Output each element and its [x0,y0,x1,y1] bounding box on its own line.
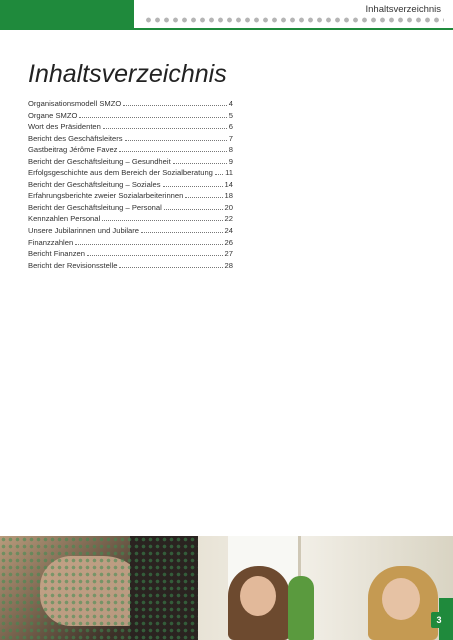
table-of-contents [28,98,233,271]
page-number-badge: 3 [431,612,447,628]
toc-entry-page: 27 [224,249,233,259]
photo-consultation [198,536,453,640]
toc-entry[interactable] [28,225,233,237]
toc-entry[interactable] [28,121,233,133]
toc-entry[interactable] [28,110,233,122]
toc-dot-leader [103,128,227,129]
toc-dot-leader [79,117,226,118]
header-dot-pattern [144,16,444,24]
toc-entry-page: 20 [224,202,233,212]
header-green-tab [0,0,134,30]
toc-entry[interactable] [28,202,233,214]
toc-entry-page: 22 [224,214,233,224]
toc-dot-leader [75,244,222,245]
toc-dot-leader [123,105,226,106]
toc-dot-leader [125,140,227,141]
toc-entry-title: Finanzzahlen [28,237,74,247]
toc-dot-leader [141,232,223,233]
photo-face-right [382,578,420,620]
toc-entry[interactable] [28,167,233,179]
pixel-dot-overlay [0,536,198,640]
toc-entry-page: 6 [228,122,233,132]
toc-entry-page: 14 [224,179,233,189]
toc-entry-title: Bericht des Geschäftsleiters [28,133,123,143]
toc-entry-title: Kennzahlen Personal [28,214,101,224]
photo-plant-shape [288,576,314,640]
toc-entry-page: 7 [228,133,233,143]
toc-dot-leader [119,267,222,268]
toc-entry-page: 11 [225,168,233,178]
header-section-label: Inhaltsverzeichnis [365,4,441,15]
toc-entry-title: Bericht der Revisionsstelle [28,260,118,270]
toc-entry[interactable] [28,144,233,156]
page-title: Inhaltsverzeichnis [28,60,227,88]
toc-entry-page: 26 [224,237,233,247]
photo-face-left [240,576,276,616]
toc-entry[interactable] [28,98,233,110]
toc-entry-title: Bericht Finanzen [28,249,85,259]
toc-entry-page: 9 [228,156,233,166]
toc-entry-title: Unsere Jubilarinnen und Jubilare [28,226,140,236]
toc-entry-page: 18 [224,191,233,201]
toc-entry[interactable] [28,248,233,260]
toc-entry-title: Organisationsmodell SMZO [28,99,122,108]
toc-entry-page: 4 [228,99,233,108]
toc-entry-title: Gastbeitrag Jérôme Favez [28,145,118,155]
toc-entry[interactable] [28,179,233,191]
toc-dot-leader [164,209,223,210]
toc-entry-title: Wort des Präsidenten [28,122,101,132]
toc-entry-title: Erfolgsgeschichte aus dem Bereich der Sozialberatung [28,168,213,178]
toc-entry-title: Erfahrungsberichte zweier Sozialarbeiterinnen [28,191,184,201]
toc-dot-leader [87,255,223,256]
toc-entry[interactable] [28,190,233,202]
toc-entry-title: Bericht der Geschäftsleitung – Soziales [28,179,161,189]
toc-entry[interactable] [28,260,233,272]
header-rule [134,28,453,30]
toc-dot-leader [102,220,222,221]
toc-entry-title: Bericht der Geschäftsleitung – Gesundheit [28,156,171,166]
toc-entry-page: 24 [224,226,233,236]
photo-hands-closeup [0,536,198,640]
toc-entry-page: 8 [228,145,233,155]
toc-dot-leader [185,197,222,198]
toc-dot-leader [215,174,223,175]
toc-dot-leader [173,163,227,164]
toc-dot-leader [163,186,223,187]
toc-entry-page: 28 [224,260,233,270]
footer-photo-strip [0,536,453,640]
toc-entry[interactable] [28,133,233,145]
toc-entry-title: Organe SMZO [28,110,78,120]
toc-entry[interactable] [28,156,233,168]
toc-entry-title: Bericht der Geschäftsleitung – Personal [28,202,162,212]
toc-entry[interactable] [28,213,233,225]
toc-entry-page: 5 [228,110,233,120]
toc-entry[interactable] [28,237,233,249]
toc-dot-leader [119,151,226,152]
